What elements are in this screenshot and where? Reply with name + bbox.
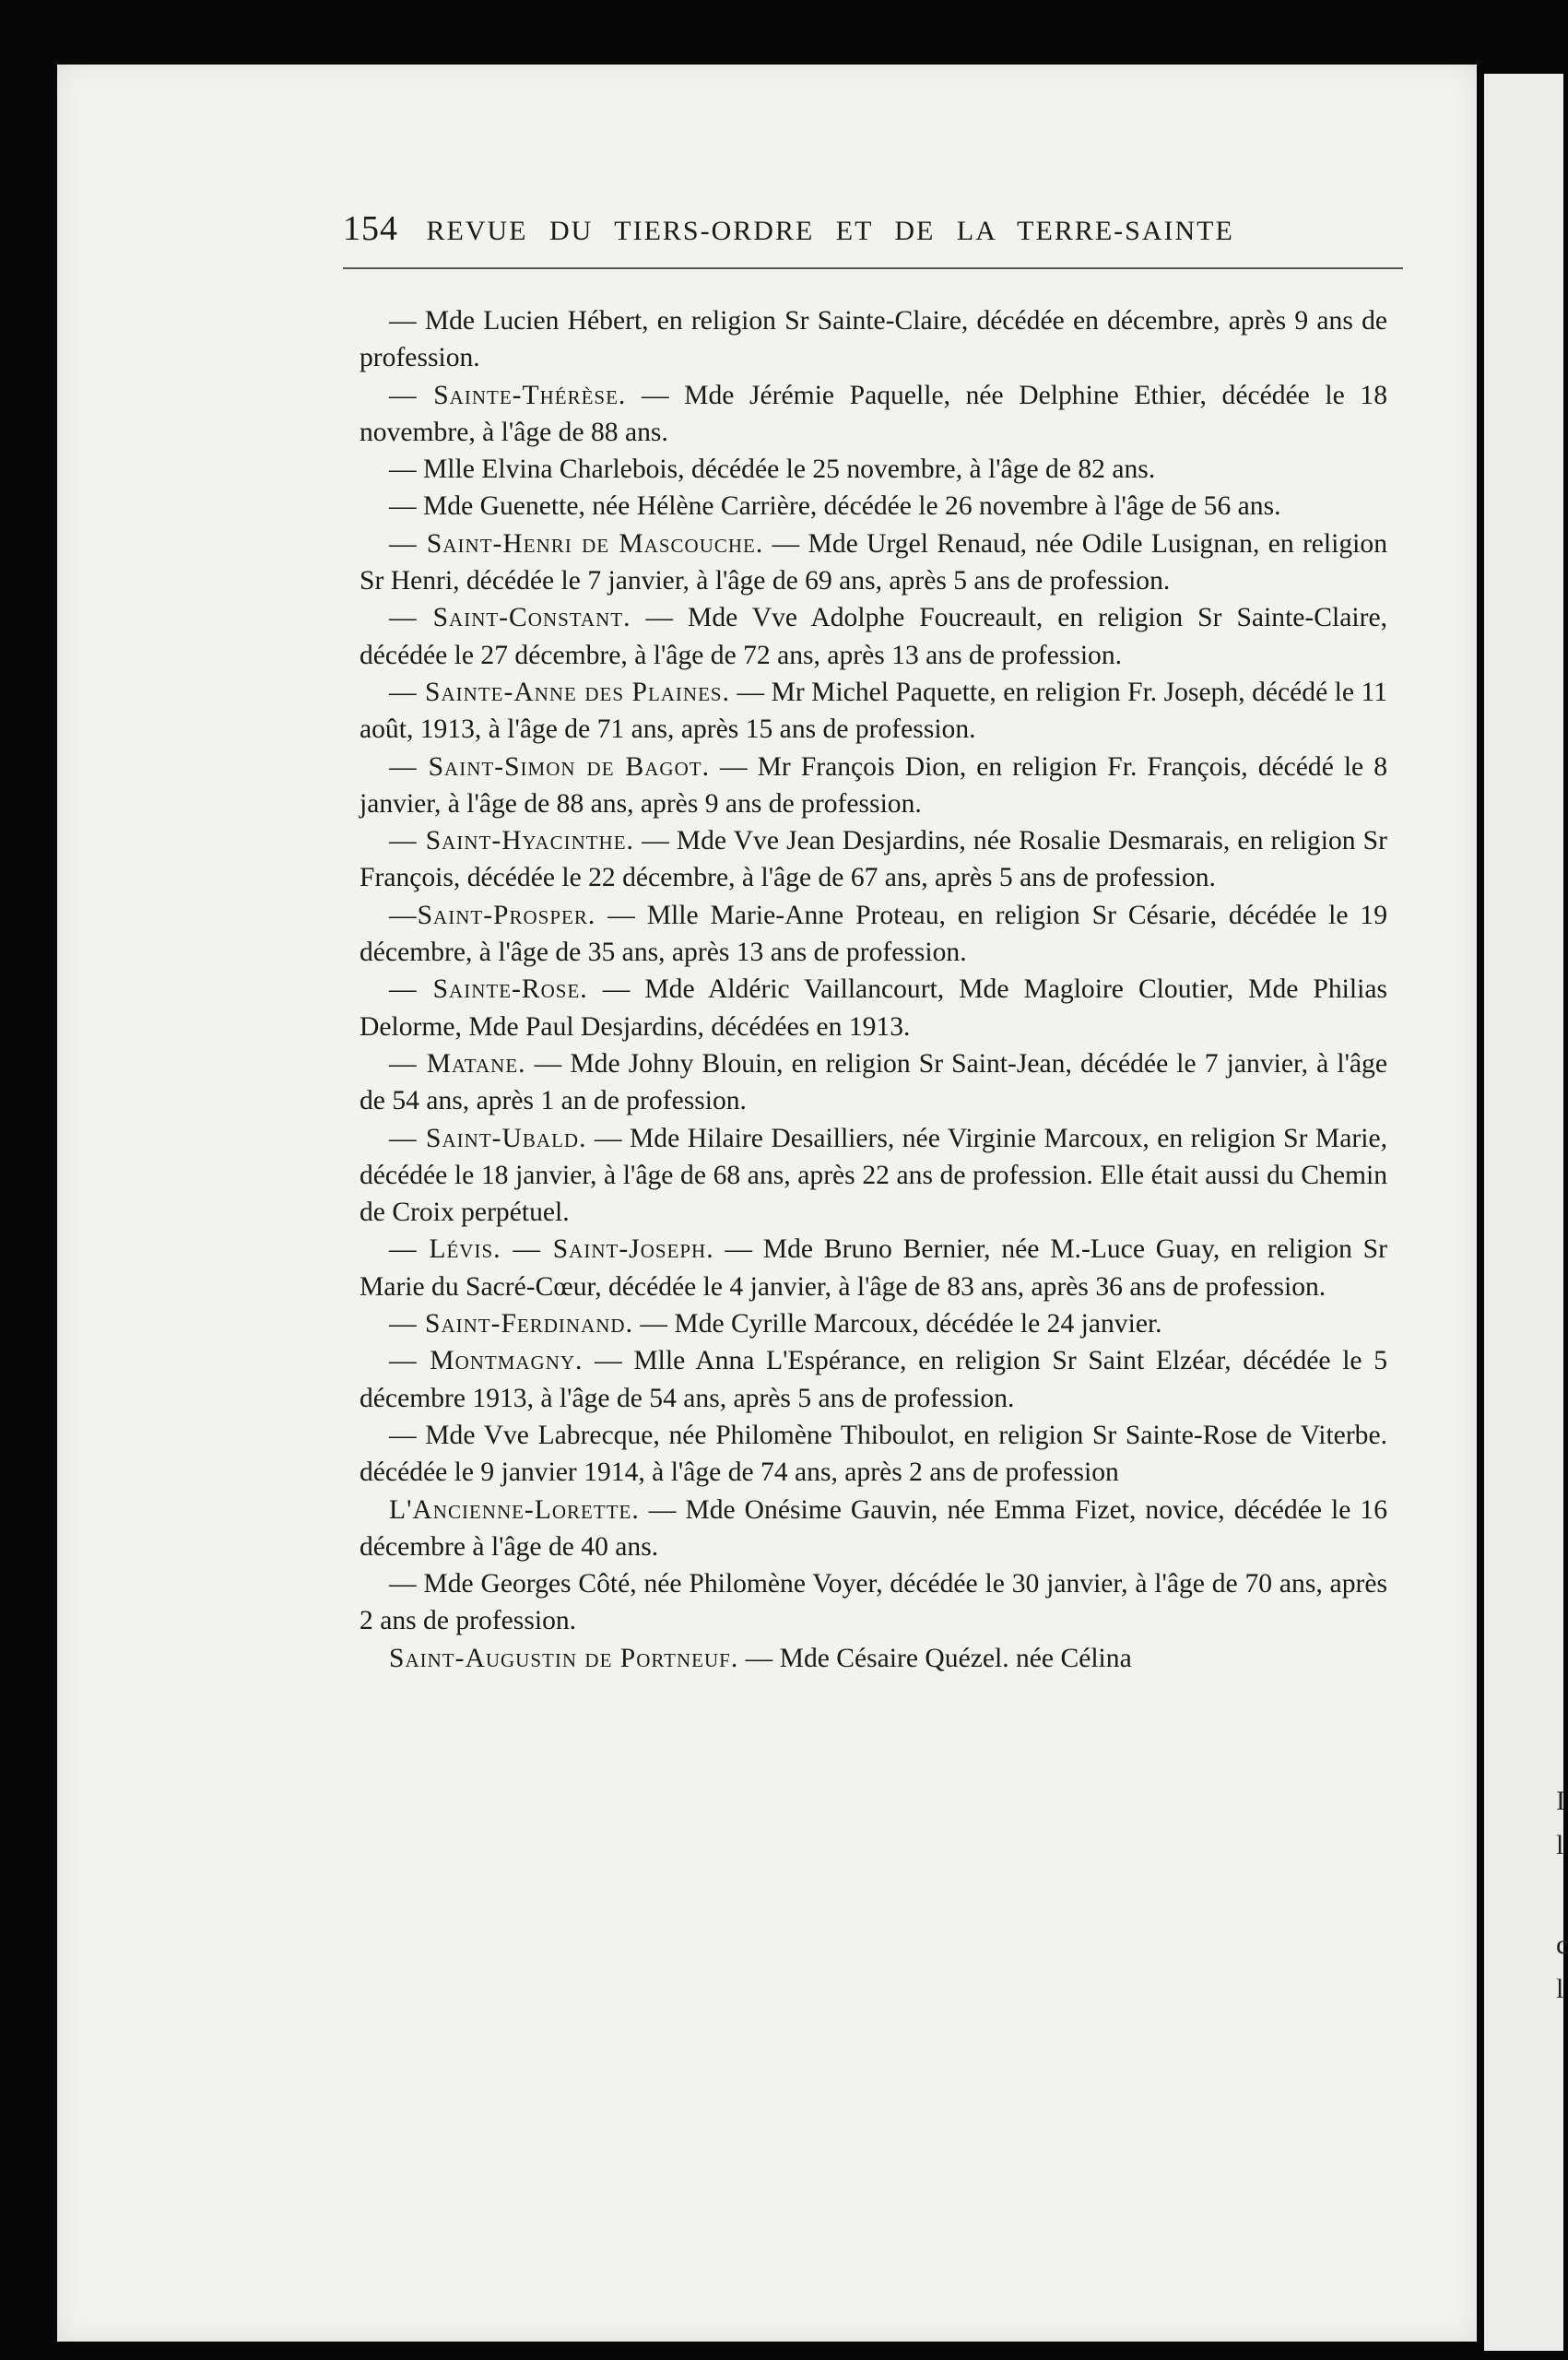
paragraph <box>360 488 1387 525</box>
paragraph <box>360 749 1387 823</box>
entry-text: — Mde Cyrille Marcoux, décédée le 24 janvier. <box>632 1309 1162 1339</box>
place-name: — Saint-Ferdinand. <box>389 1309 633 1339</box>
page-header <box>343 208 1306 249</box>
paragraph <box>360 1417 1387 1492</box>
paragraph <box>360 599 1387 674</box>
fragment-2: l <box>1556 1830 1564 1860</box>
entry-text: — Mde Georges Côté, née Philomène Voyer, décédée le 30 janvier, à l'âge de 70 ans, après 2 ans de profession. <box>360 1569 1387 1636</box>
paragraph <box>360 971 1387 1045</box>
place-name: — Saint-Henri de Mascouche. <box>389 528 764 559</box>
place-name: — Saint-Hyacinthe. <box>389 826 634 856</box>
place-name: — Montmagny. <box>389 1346 584 1376</box>
paragraph <box>360 525 1387 600</box>
entry-text: — Mde Vve Jean Desjardins, née Rosalie Desmarais, en religion Sr François, décédée le 22 décembre, à l'âge de 67 ans, après 5 ans de profession. <box>360 826 1387 893</box>
entry-text: — Mr François Dion, en religion Fr. François, décédé le 8 janvier, à l'âge de 88 ans, après 9 ans de profession. <box>360 751 1387 819</box>
paragraph <box>360 674 1387 749</box>
entry-text: — Mlle Anna L'Espérance, en religion Sr Saint Elzéar, décédée le 5 décembre 1913, à l'âge de 54 ans, après 5 ans de profession. <box>360 1346 1388 1413</box>
entry-text: — Mde Vve Adolphe Foucreault, en religion Sr Sainte-Claire, décédée le 27 décembre, à l'âge de 72 ans, après 13 ans de profession. <box>360 603 1387 670</box>
paragraph <box>360 1640 1387 1677</box>
place-name: — Sainte-Anne des Plaines. <box>389 677 730 707</box>
paragraph <box>360 1565 1387 1640</box>
fragment-3: c <box>1556 1929 1568 1960</box>
paragraph <box>360 1231 1387 1305</box>
paragraph <box>360 822 1387 897</box>
paragraph <box>360 302 1387 377</box>
paragraph <box>360 1492 1387 1566</box>
page-number: 154 <box>343 209 398 248</box>
place-name: —Saint-Prosper. <box>389 900 596 930</box>
entry-text: — Mde Bruno Bernier, née M.-Luce Guay, en religion Sr Marie du Sacré-Cœur, décédée le 4 janvier, à l'âge de 83 ans, après 36 ans de profession. <box>360 1234 1387 1302</box>
paragraph <box>360 1342 1387 1417</box>
paragraph <box>360 1045 1387 1120</box>
place-name: — Matane. <box>389 1048 526 1079</box>
place-name: L'Ancienne-Lorette. <box>389 1494 640 1525</box>
facing-page-edge <box>1484 74 1563 2351</box>
entry-text: — Mde Jérémie Paquelle, née Delphine Ethier, décédée le 18 novembre, à l'âge de 88 ans. <box>360 380 1387 447</box>
entry-text: — Mde Urgel Renaud, née Odile Lusignan, en religion Sr Henri, décédée le 7 janvier, à l'âge de 69 ans, après 5 ans de profession. <box>360 528 1387 596</box>
body-text <box>360 302 1387 1677</box>
entry-text: — Mde Guenette, née Hélène Carrière, décédée le 26 novembre à l'âge de 56 ans. <box>389 491 1281 522</box>
paragraph <box>360 1120 1387 1232</box>
fragment-1: I <box>1556 1786 1565 1816</box>
place-name: Saint-Augustin de Portneuf. <box>389 1643 739 1673</box>
place-name: — Saint-Simon de Bagot. <box>389 751 710 782</box>
entry-text: — Mde Vve Labrecque, née Philomène Thiboulot, en religion Sr Sainte-Rose de Viterbe. décédée le 9 janvier 1914, à l'âge de 74 ans, après 2 ans de profession <box>360 1420 1387 1488</box>
facing-page-fragments <box>1556 1779 1568 2012</box>
entry-text: — Mde Césaire Quézel. née Célina <box>738 1643 1132 1673</box>
entry-text: — Mde Onésime Gauvin, née Emma Fizet, novice, décédée le 16 décembre à l'âge de 40 ans. <box>360 1494 1387 1562</box>
paragraph <box>360 897 1387 972</box>
paragraph <box>360 451 1387 488</box>
entry-text: — Mde Hilaire Desailliers, née Virginie Marcoux, en religion Sr Marie, décédée le 18 janvier, à l'âge de 68 ans, après 22 ans de profession. Elle était aussi du Chemin de Croix perpétuel. <box>360 1123 1387 1228</box>
header-rule <box>343 267 1403 269</box>
entry-text: — Mde Johny Blouin, en religion Sr Saint-Jean, décédée le 7 janvier, à l'âge de 54 ans, après 1 an de profession. <box>360 1048 1387 1116</box>
place-name: — Saint-Constant. <box>389 603 631 633</box>
entry-text: — Mr Michel Paquette, en religion Fr. Joseph, décédé le 11 août, 1913, à l'âge de 71 ans, après 15 ans de profession. <box>360 677 1387 745</box>
paragraph <box>360 377 1387 452</box>
fragment-4: l <box>1556 1974 1564 2004</box>
paragraph <box>360 1305 1387 1342</box>
place-name: — Sainte-Thérèse. <box>389 380 627 410</box>
entry-text: — Mlle Marie-Anne Proteau, en religion Sr Césarie, décédée le 19 décembre, à l'âge de 35 ans, après 13 ans de profession. <box>360 900 1387 968</box>
entry-text: — Mlle Elvina Charlebois, décédée le 25 novembre, à l'âge de 82 ans. <box>389 454 1156 485</box>
place-name: — Sainte-Rose. <box>389 974 588 1005</box>
place-name: — Saint-Ubald. <box>389 1123 587 1153</box>
running-title: REVUE DU TIERS-ORDRE ET DE LA TERRE-SAINTE <box>426 216 1234 246</box>
place-name: — Lévis. — Saint-Joseph. <box>389 1234 714 1265</box>
entry-text: — Mde Aldéric Vaillancourt, Mde Magloire Cloutier, Mde Philias Delorme, Mde Paul Desjardins, décédées en 1913. <box>360 974 1387 1042</box>
entry-text: — Mde Lucien Hébert, en religion Sr Sainte-Claire, décédée en décembre, après 9 ans de profession. <box>360 306 1387 373</box>
